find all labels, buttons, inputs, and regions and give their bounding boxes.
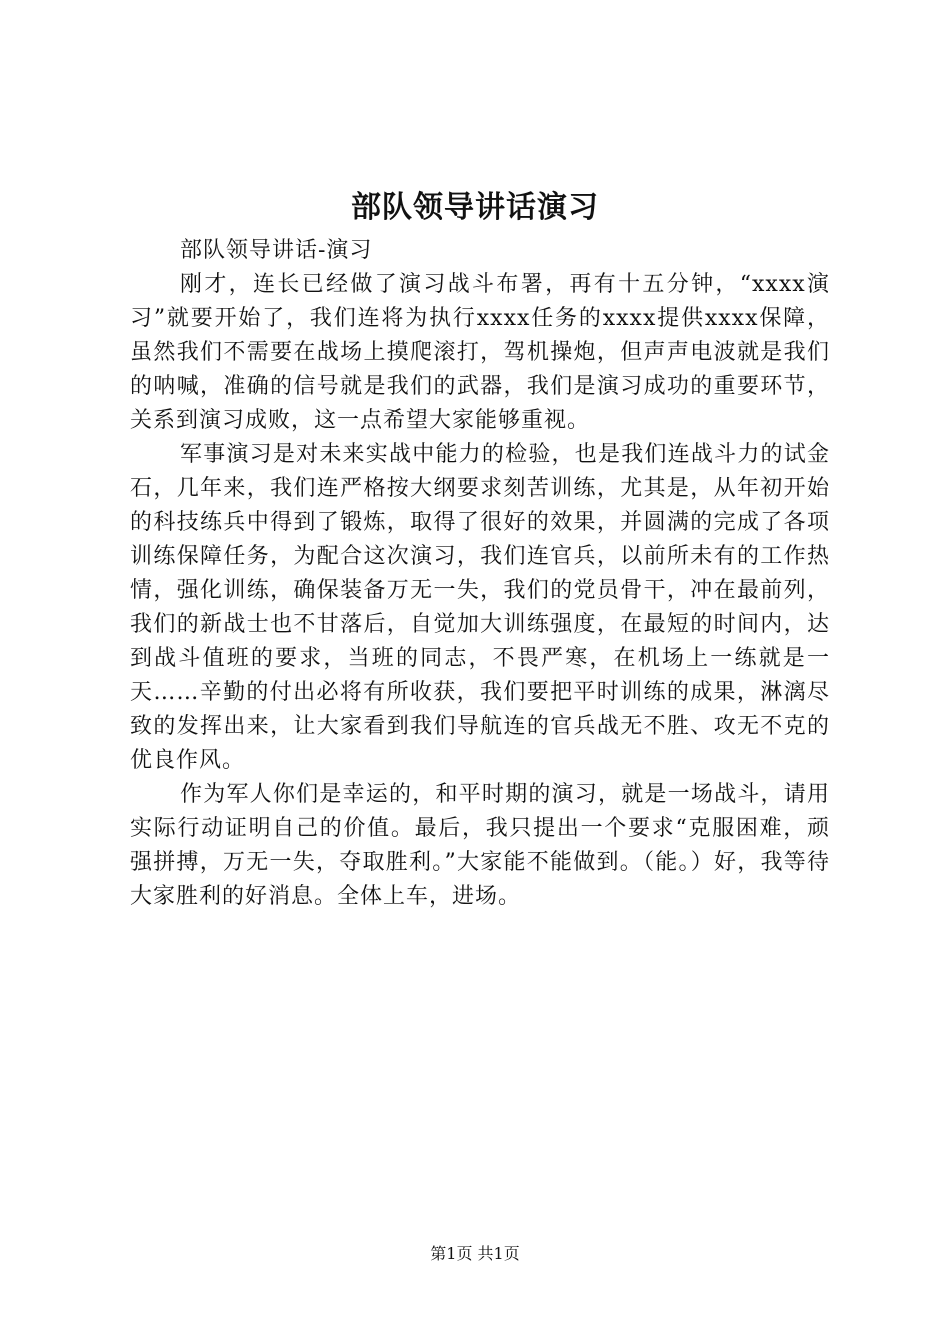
paragraph-3: 作为军人你们是幸运的，和平时期的演习，就是一场战斗，请用实际行动证明自己的价值。最后，我只提出一个要求“克服困难，顽强拼搏，万无一失，夺取胜利。”大家能不能做到。（能。）好，我等待大家胜利的好消息。全体上车，进场。 xyxy=(130,782,830,909)
document-subtitle: 部队领导讲话-演习 xyxy=(180,238,373,263)
document-body xyxy=(130,234,830,914)
document-title: 部队领导讲话演习 xyxy=(351,190,599,225)
page-number-footer: 第1页 共1页 xyxy=(430,1244,520,1263)
paragraph-2: 军事演习是对未来实战中能力的检验，也是我们连战斗力的试金石，几年来，我们连严格按大纲要求刻苦训练，尤其是，从年初开始的科技练兵中得到了锻炼，取得了很好的效果，并圆满的完成了各项训练保障任务，为配合这次演习，我们连官兵，以前所未有的工作热情，强化训练，确保装备万无一失，我们的党员骨干，冲在最前列，我们的新战士也不甘落后，自觉加大训练强度，在最短的时间内，达到战斗值班的要求，当班的同志，不畏严寒，在机场上一练就是一天……辛勤的付出必将有所收获，我们要把平时训练的成果，淋漓尽致的发挥出来，让大家看到我们导航连的官兵战无不胜、攻无不克的优良作风。 xyxy=(130,442,830,773)
paragraph-1: 刚才，连长已经做了演习战斗布署，再有十五分钟，“xxxx演习”就要开始了，我们连将为执行xxxx任务的xxxx提供xxxx保障，虽然我们不需要在战场上摸爬滚打，驾机操炮，但声声电波就是我们的呐喊，准确的信号就是我们的武器，我们是演习成功的重要环节，关系到演习成败，这一点希望大家能够重视。 xyxy=(130,272,830,433)
